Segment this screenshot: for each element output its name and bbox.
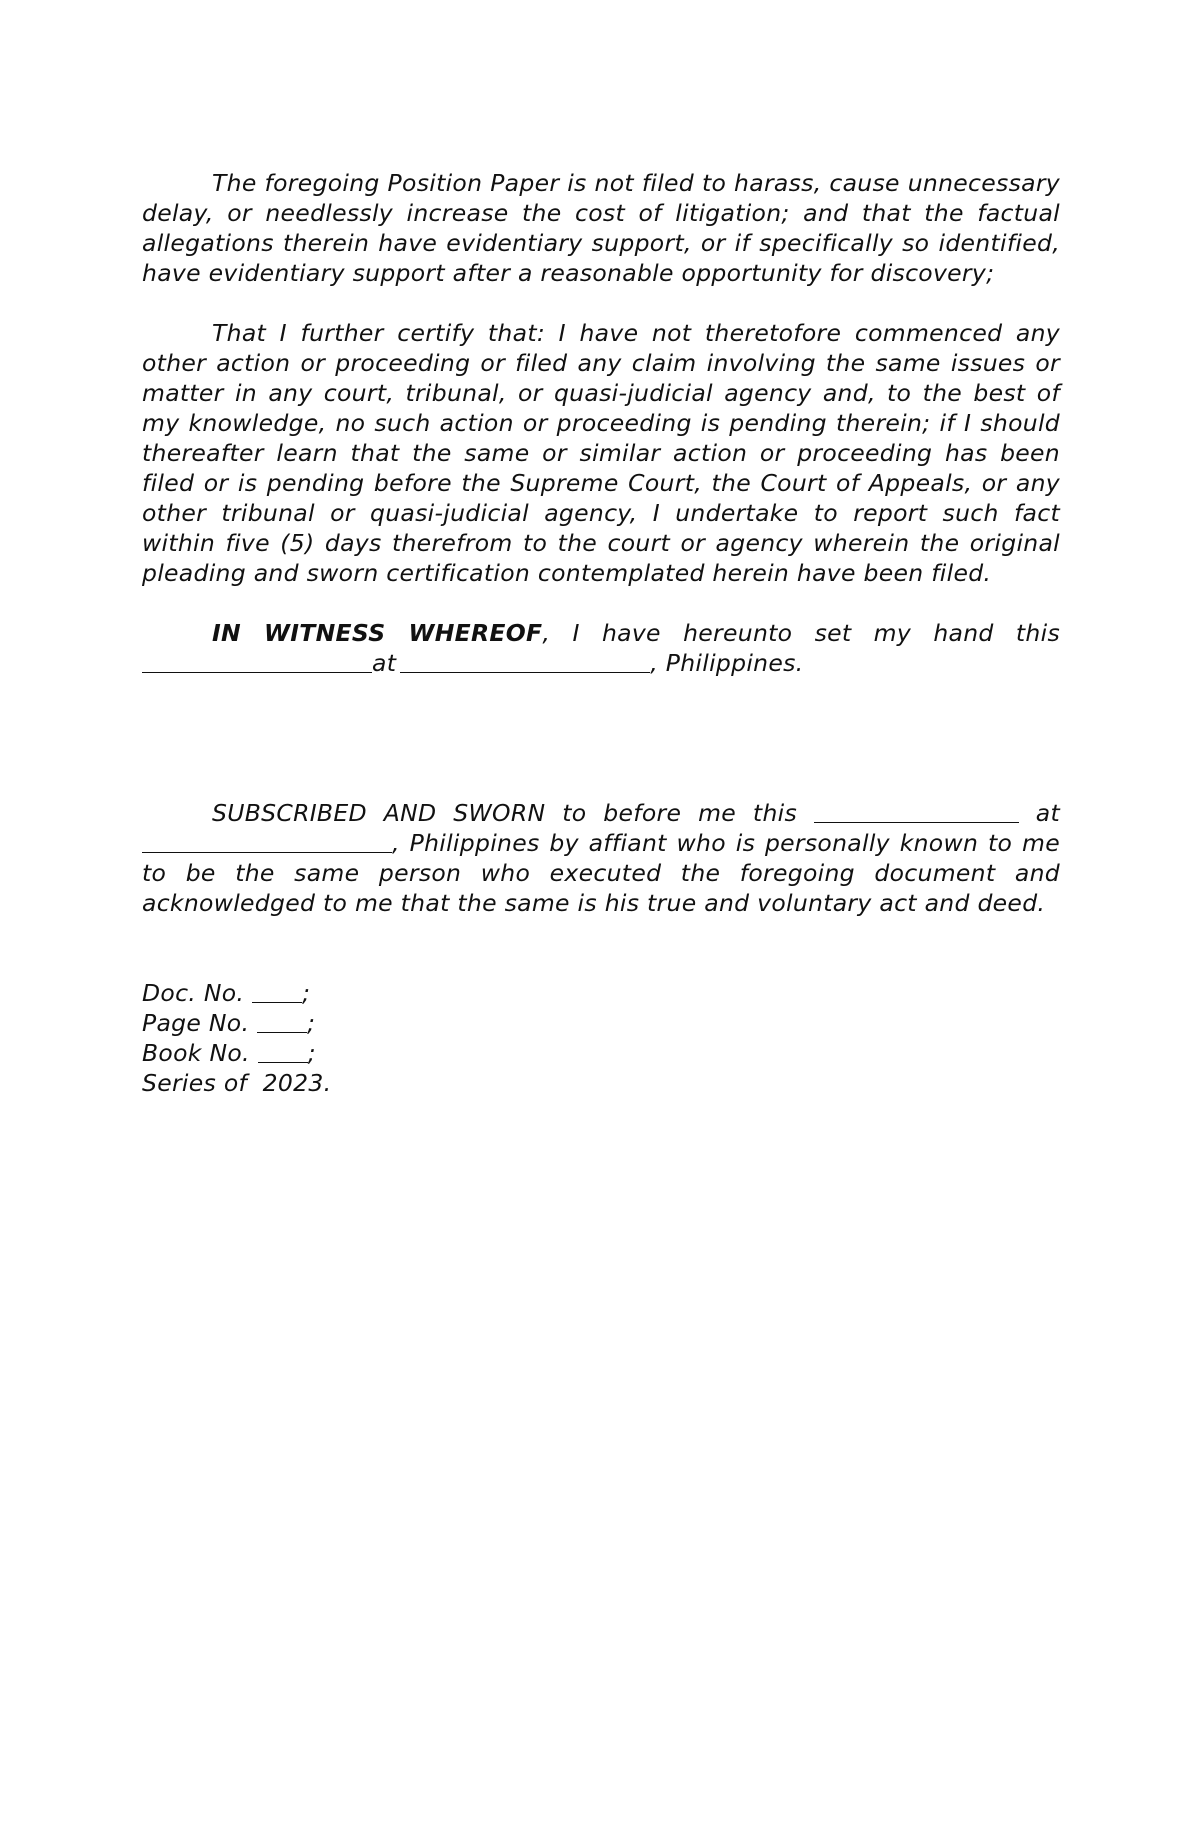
- page-no-label: Page No.: [142, 1009, 250, 1037]
- jurat-date-blank: [814, 800, 1019, 823]
- witness-paragraph: [142, 618, 1060, 678]
- book-no-blank: [258, 1040, 308, 1063]
- book-no-label: Book No.: [142, 1039, 250, 1067]
- signature-gap: [142, 678, 1060, 798]
- doc-no-blank: [252, 980, 302, 1003]
- witness-text-c: , Philippines.: [650, 649, 804, 677]
- doc-no-line: [142, 978, 1060, 1008]
- page-no-terminator: ;: [307, 1009, 316, 1037]
- witness-date-blank: [142, 650, 372, 673]
- witness-text-b: at: [372, 649, 397, 677]
- witness-text-a: , I have hereunto set my hand this: [542, 619, 1060, 647]
- certification-paragraph: The foregoing Position Paper is not filed to harass, cause unnecessary delay, or needlessly increase the cost of litigation; and that the factual allegations therein have evidentiary support, or if specifically so identified, have evidentiary support after a reasonable opportunity for discovery;: [142, 169, 1060, 287]
- book-no-line: [142, 1038, 1060, 1068]
- document-body: [142, 168, 1060, 1098]
- book-no-terminator: ;: [307, 1039, 316, 1067]
- page-no-blank: [257, 1010, 307, 1033]
- doc-no-terminator: ;: [301, 979, 311, 1007]
- witness-place-blank: [400, 650, 650, 673]
- notarial-register: [142, 978, 1060, 1098]
- witness-bold-lead: IN WITNESS WHEREOF: [212, 619, 543, 647]
- jurat-text-b: at: [1035, 799, 1060, 827]
- jurat-place-blank: [142, 830, 392, 853]
- non-forum-shopping-paragraph: That I further certify that: I have not theretofore commenced any other action or proceeding or filed any claim involving the same issues or matter in any court, tribunal, or quasi-judicial agency and, to the best of my knowledge, no such action or proceeding is pending therein; if I should thereafter learn that the same or similar action or proceeding has been filed or is pending before the Supreme Court, the Court of Appeals, or any other tribunal or quasi-judicial agency, I undertake to report such fact within five (5) days therefrom to the court or agency wherein the original pleading and sworn certification contemplated herein have been filed.: [142, 319, 1060, 587]
- series-line: Series of 2023.: [142, 1069, 332, 1097]
- jurat-text-a: SUBSCRIBED AND SWORN to before me this: [212, 799, 798, 827]
- jurat-text-c: , Philippines by affiant who is personally known to me to be the same person who executed the foregoing document and acknowledged to me that the same is his true and voluntary act and deed.: [142, 829, 1060, 917]
- page-no-line: [142, 1008, 1060, 1038]
- doc-no-label: Doc. No.: [142, 979, 245, 1007]
- jurat-paragraph: [142, 798, 1060, 918]
